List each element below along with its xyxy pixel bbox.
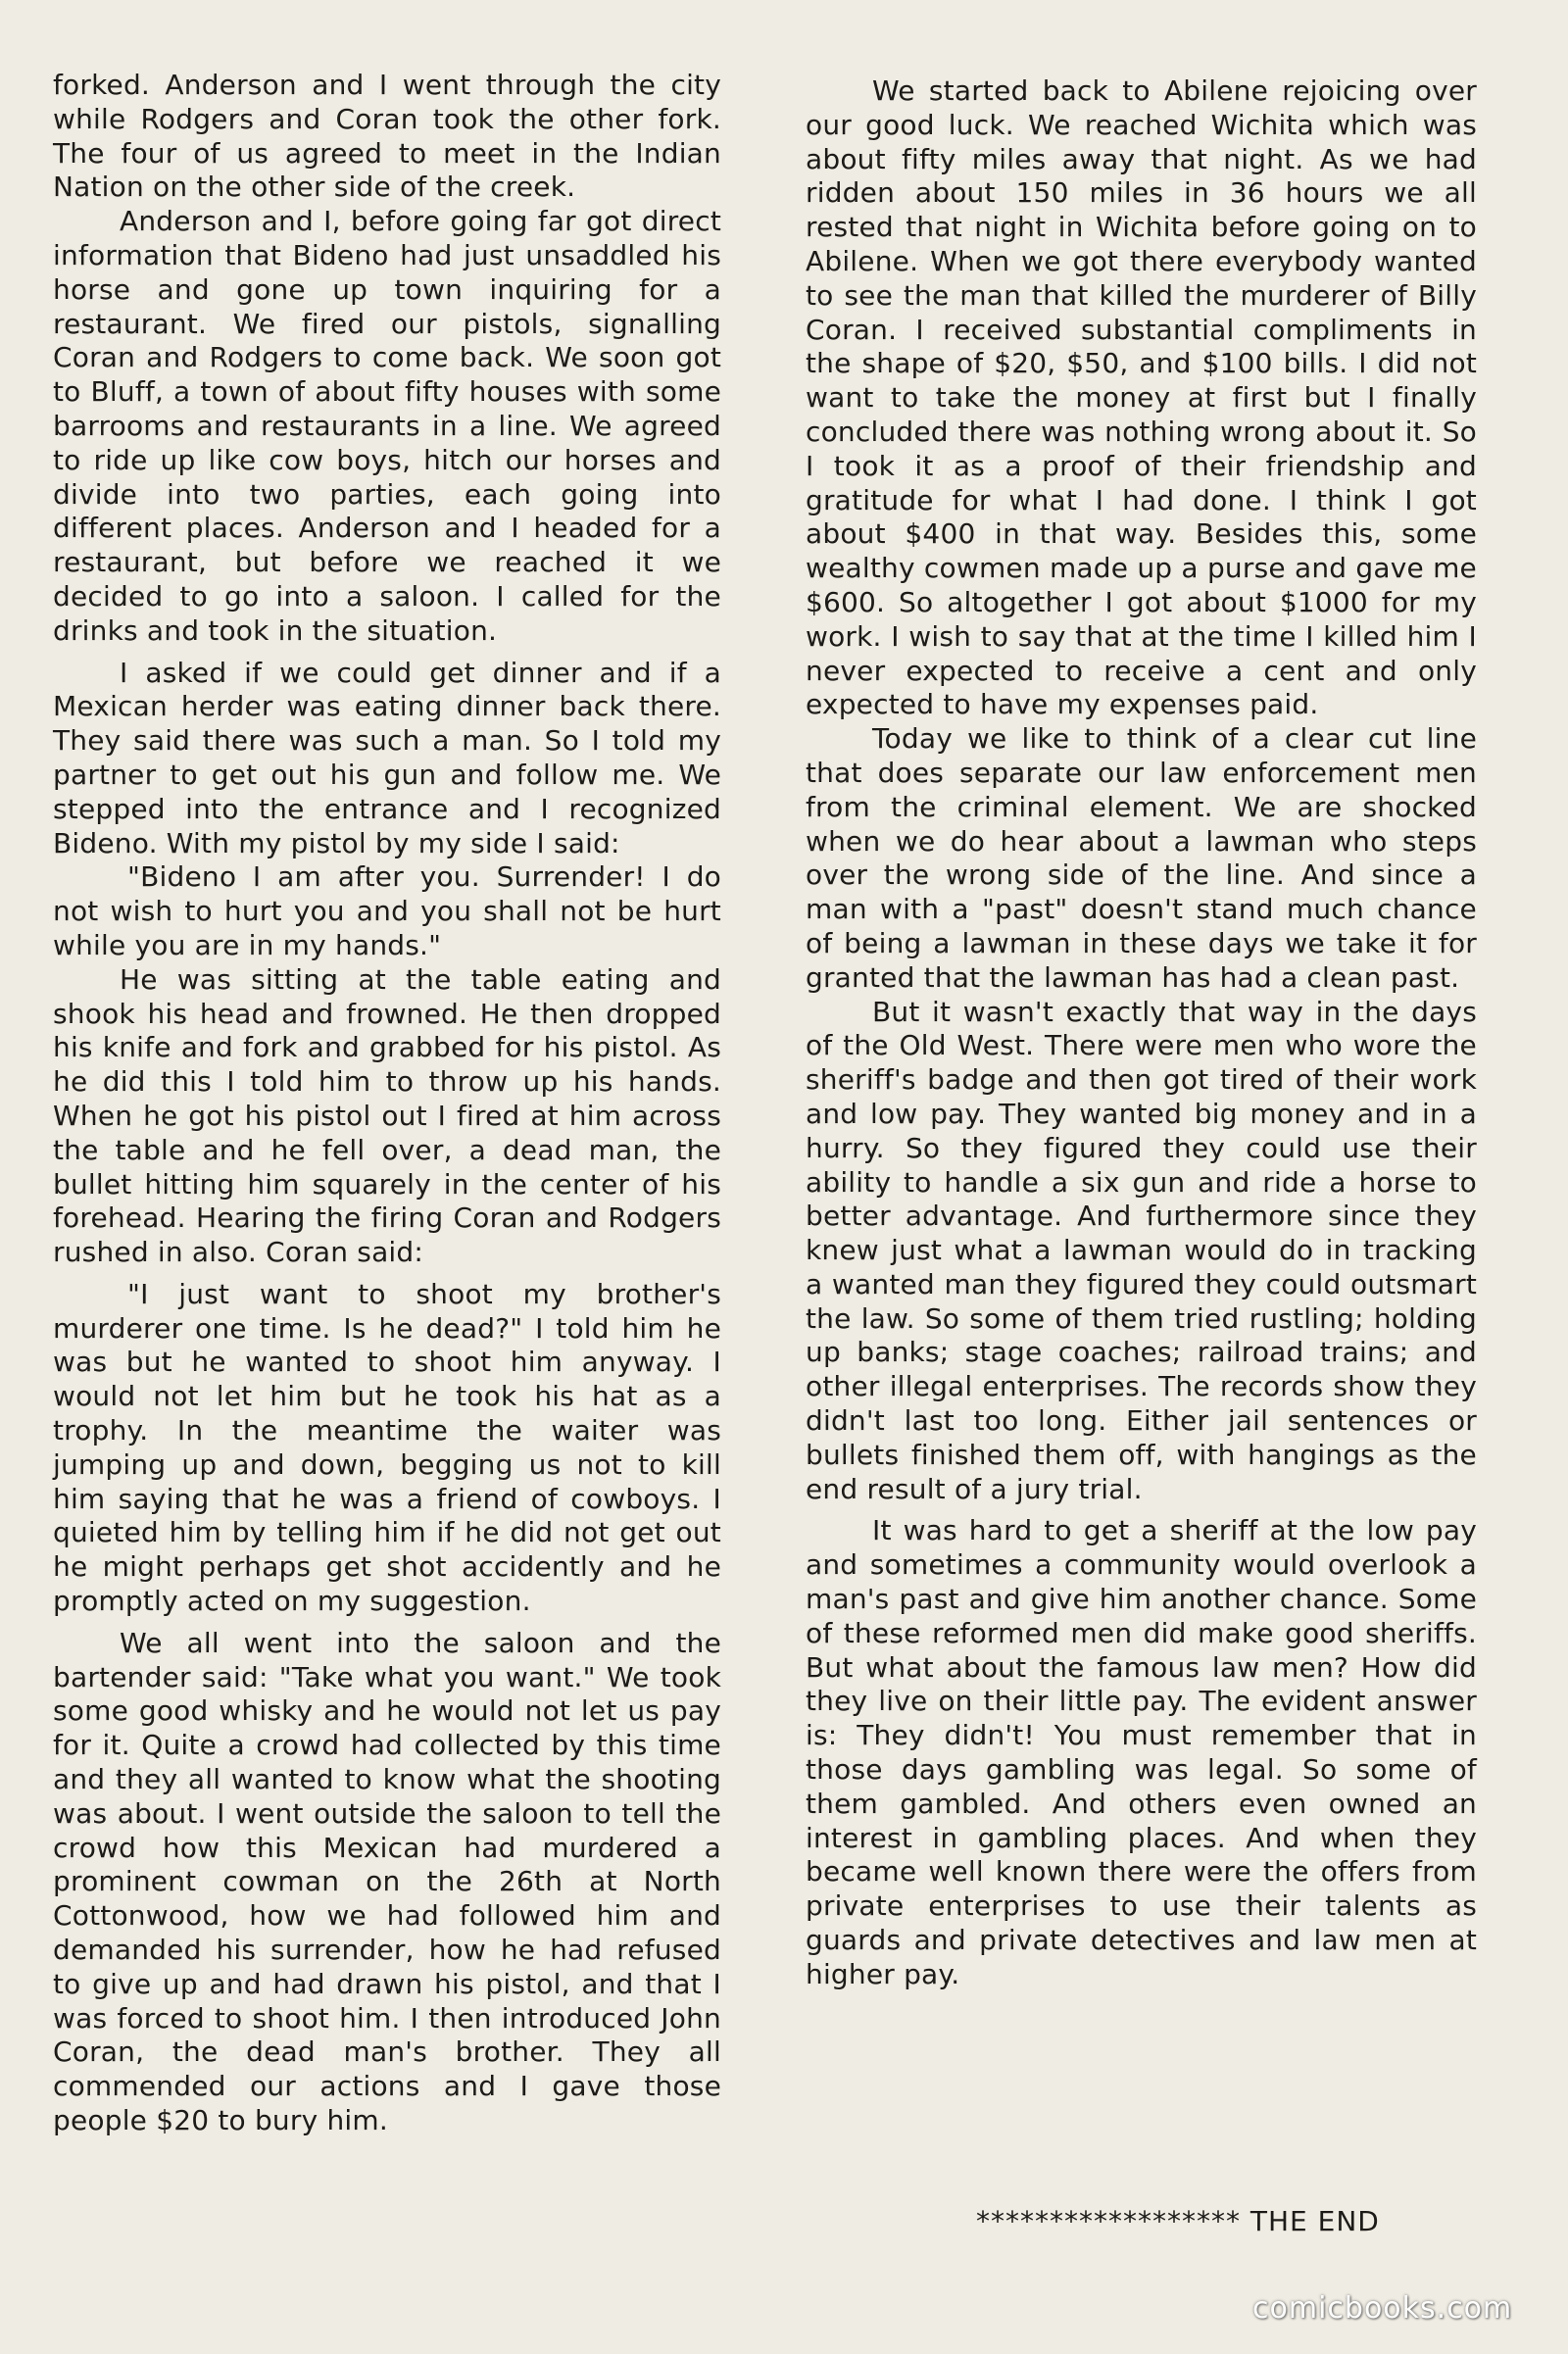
paragraph-anderson: Anderson and I, before going far got direct information that Bideno had just unsaddled his horse and gone up town inquiring for a restaurant. We fired our pistols, signalling Coran and Rodgers to come back. We soon got to Bluff, a town of about fifty houses with some barrooms and restaurants in a line. We agreed to ride up like cow boys, hitch our horses and divide into two parties, each going into different places. Anderson and I headed for a restaurant, but before we reached it we decided to go into a saloon. I called for the drinks and took in the situation.	[53, 205, 721, 647]
paragraph-abilene: We started back to Abilene rejoicing over our good luck. We reached Wichita which was about fifty miles away that night. As we had ridden about 150 miles in 36 hours we all rested that night in Wichita before going on to Abilene. When we got there everybody wanted to see the man that killed the murderer of Billy Coran. I received substantial compliments in the shape of $20, $50, and $100 bills. I did not want to take the money at first but I finally concluded there was nothing wrong about it. So I took it as a proof of their friendship and gratitude for what I had done. I think I got about $400 in that way. Besides this, some wealthy cowmen made up a purse and gave me $600. So altogether I got about $1000 for my work. I wish to say that at the time I killed him I never expected to receive a cent and only expected to have my expenses paid.	[806, 74, 1477, 721]
paragraph-sheriff-pay: It was hard to get a sheriff at the low pay and sometimes a community would overlook a man's past and give him another chance. Some of these reformed men did make good sheriffs. But what about the famous law men? How did they live on their little pay. The evident answer is: They didn't! You must remember that in those days gambling was legal. So some of them gambled. And others even owned an interest in gambling places. And when they became well known there were the offers from private enterprises to use their talents as guards and private detectives and law men at higher pay.	[806, 1514, 1477, 1990]
right-text-column	[806, 74, 1477, 1992]
paragraph-brother-quote: "I just want to shoot my brother's murderer one time. Is he dead?" I told him he was but he wanted to shoot him anyway. I would not let him but he took his hat as a trophy. In the meantime the waiter was jumping up and down, begging us not to kill him saying that he was a friend of cowboys. I quieted him by telling him if he did not get out he might perhaps get shot accidently and he promptly acted on my suggestion.	[53, 1277, 721, 1618]
paragraph-saloon: We all went into the saloon and the bartender said: "Take what you want." We took some good whisky and he would not let us pay for it. Quite a crowd had collected by this time and they all wanted to know what the shooting was about. I went outside the saloon to tell the crowd how this Mexican had murdered a prominent cowman on the 26th at North Cottonwood, how we had followed him and demanded his surrender, how he had refused to give up and had drawn his pistol, and that I was forced to shoot him. I then introduced John Coran, the dead man's brother. They all commended our actions and I gave those people $20 to bury him.	[53, 1626, 721, 2137]
watermark-logo: comicbooks.com	[1252, 2291, 1513, 2326]
paragraph-shooting: He was sitting at the table eating and shook his head and frowned. He then dropped his knife and fork and grabbed for his pistol. As he did this I told him to throw up his hands. When he got his pistol out I fired at him across the table and he fell over, a dead man, the bullet hitting him squarely in the center of his forehead. Hearing the firing Coran and Rodgers rushed in also. Coran said:	[53, 962, 721, 1269]
left-text-column	[53, 69, 721, 2138]
paragraph-old-west: But it wasn't exactly that way in the days of the Old West. There were men who wore the sheriff's badge and then got tired of their work and low pay. They wanted big money and in a hurry. So they figured they could use their ability to handle a six gun and ride a horse to better advantage. And furthermore since they knew just what a lawman would do in tracking a wanted man they figured they could outsmart the law. So some of them tried rustling; holding up banks; stage coaches; railroad trains; and other illegal enterprises. The records show they didn't last too long. Either jail sentences or bullets finished them off, with hangings as the end result of a jury trial.	[806, 995, 1477, 1505]
paragraph-dinner: I asked if we could get dinner and if a Mexican herder was eating dinner back there. They said there was such a man. So I told my partner to get out his gun and follow me. We stepped into the entrance and I recognized Bideno. With my pistol by my side I said:	[53, 656, 721, 859]
paragraph-forked: forked. Anderson and I went through the city while Rodgers and Coran took the other fork. The four of us agreed to meet in the Indian Nation on the other side of the creek.	[53, 69, 721, 204]
paragraph-surrender-quote: "Bideno I am after you. Surrender! I do not wish to hurt you and you shall not be hurt while you are in my hands."	[53, 860, 721, 961]
paragraph-today: Today we like to think of a clear cut line that does separate our law enforcement men from the criminal element. We are shocked when we do hear about a lawman who steps over the wrong side of the line. And since a man with a "past" doesn't stand much chance of being a lawman in these days we take it for granted that the lawman has had a clean past.	[806, 722, 1477, 994]
the-end-mark: ****************** THE END	[976, 2205, 1380, 2237]
